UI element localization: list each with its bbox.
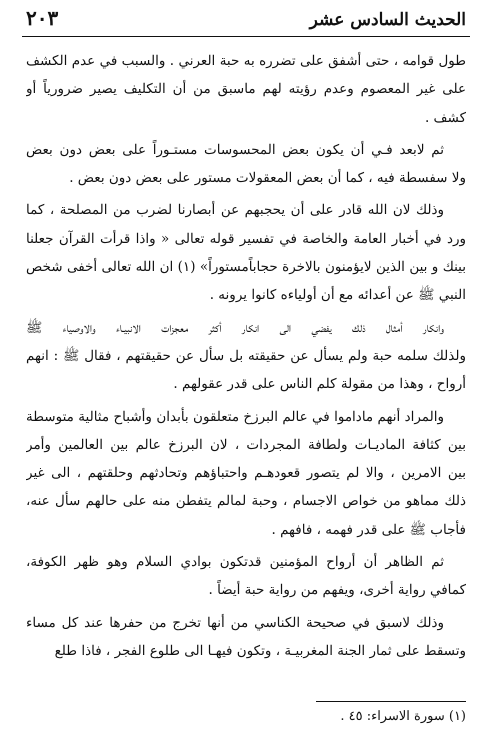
text-line: وانكار أمثال ذلك يفضي الى انكار أكثر معجزات الانبيـاء والاوصياء ﷺ (26, 319, 444, 336)
paragraph (26, 47, 466, 132)
footnote: (١) سورة الاسراء: ٤٥ . (340, 709, 466, 724)
text-line: بين الامرين ، والا لم يتصور قعودهـم واحتباؤهم وتحادثهم وحلقتهم ، الى غير (26, 465, 466, 482)
text-line: والمراد أنهم ماداموا في عالم البرزخ متعلقون بأبدان وأشباح مثالية متوسطة (26, 408, 444, 425)
paragraph (26, 314, 466, 399)
text-line: على غير المعصوم وعدم رؤيته لهم ماسبق من أن التكليف يصير ضرورياً أو (26, 81, 466, 98)
text-line: بين كثافة الماديـات ولطافة المجردات ، لان البرزخ عالم بين العالمين وأمر (26, 436, 466, 453)
text-line: وتسقط على ثمار الجنة المغربيـة ، وتكون فيهـا الى طلوع الفجر ، فاذا طلع (54, 642, 466, 659)
paragraph (26, 609, 466, 666)
paragraph (26, 196, 466, 309)
text-line: ولذلك سلمه حبة ولم يسأل عن حقيقته بل سأل عن حقيقتهم ، فقال ﷺ : انهم (26, 347, 466, 364)
text-line: النبي ﷺ عن أعدائه مع أن أولياءه كانوا يرونه . (209, 287, 466, 304)
page-number: ٢٠٣ (26, 6, 59, 30)
text-line: وذلك لان الله قادر على أن يحجبهم عن أبصارنا لضرب من المصلحة ، كما (26, 202, 444, 219)
page-header (22, 6, 470, 37)
text-line: ثم الظاهر أن أرواح المؤمنين قدتكون بوادي السلام وهو ظهر الكوفة، (26, 554, 444, 571)
text-line: فأجاب ﷺ على قدر فهمه ، فافهم . (271, 521, 466, 538)
text-line: طول قوامه ، حتى أشفق على تضرره به حبة العرني . والسبب في عدم الكشف (26, 53, 466, 69)
text-line: ولا سفسطة فيه ، كما أن بعض المعقولات مستور على بعض دون بعض . (69, 170, 466, 187)
text-line: ذلك مماهو من خواص الاجسام ، وحبة لمالم يتفطن منه على حالهم سأل عنه، (26, 493, 466, 510)
paragraph (26, 136, 466, 193)
body-text (26, 47, 466, 665)
footnote-divider (316, 701, 466, 702)
paragraph (26, 548, 466, 605)
footnote-area (26, 701, 466, 724)
running-title: الحديث السادس عشر (309, 10, 466, 30)
text-line: كمافي رواية أخرى، ويفهم من رواية حبة أيضاً . (208, 582, 466, 599)
text-line: ورد في أخبار العامة والخاصة في تفسير قوله تعالى « واذا قرأت القرآن جعلنا (26, 230, 466, 247)
text-line: بينك و بين الذين لايؤمنون بالاخرة حجاباًمستوراً» (١) ان الله تعالى أخفى شخص (26, 259, 466, 276)
text-line: أرواح ، وهذا من مقولة كلم الناس على قدر عقولهم . (173, 376, 466, 393)
text-line: ثم لابعد فـي أن يكون بعض المحسوسات مستـوراً على بعض دون بعض (26, 141, 444, 158)
paragraph (26, 403, 466, 544)
text-line: كشف . (424, 109, 466, 126)
text-line: وذلك لاسبق في صحيحة الكناسي من أنها تخرج من حفرها عند كل مساء (26, 614, 444, 631)
